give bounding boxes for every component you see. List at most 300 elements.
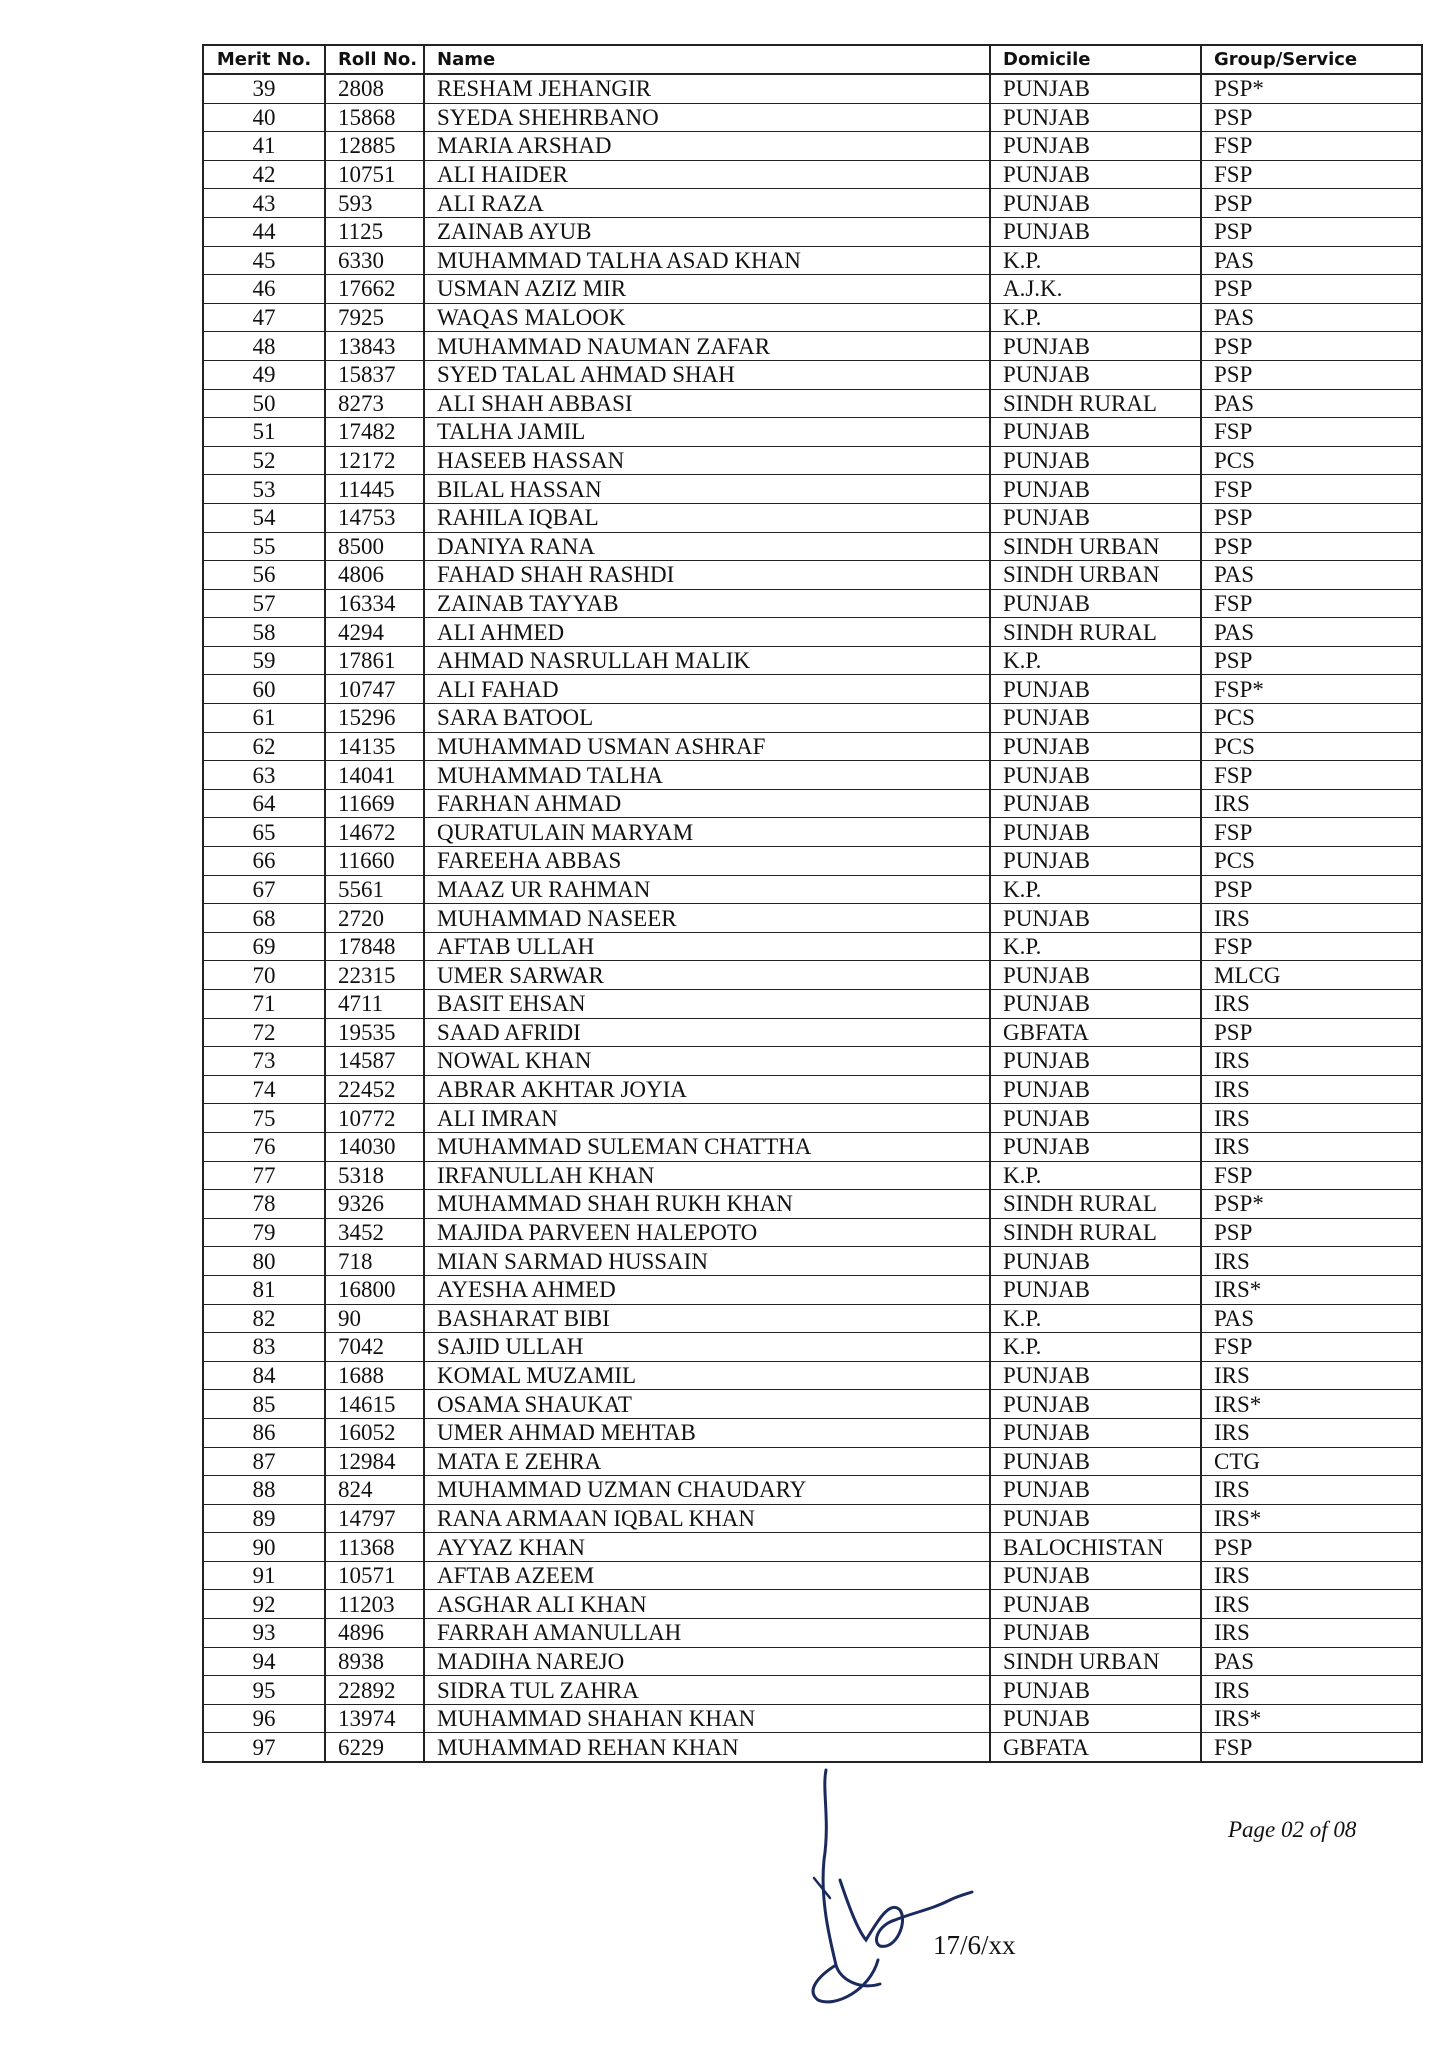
- cell-domicile: PUNJAB: [990, 1390, 1201, 1419]
- cell-name: MUHAMMAD SULEMAN CHATTHA: [424, 1132, 990, 1161]
- cell-domicile: K.P.: [990, 1304, 1201, 1333]
- cell-domicile: PUNJAB: [990, 990, 1201, 1019]
- cell-roll-no: 1125: [325, 217, 424, 246]
- table-row: [203, 1390, 1422, 1419]
- cell-domicile: K.P.: [990, 1161, 1201, 1190]
- cell-domicile: PUNJAB: [990, 675, 1201, 704]
- cell-group-service: IRS: [1201, 1247, 1422, 1276]
- cell-group-service: IRS: [1201, 990, 1422, 1019]
- cell-group-service: PAS: [1201, 303, 1422, 332]
- cell-domicile: PUNJAB: [990, 1418, 1201, 1447]
- cell-domicile: PUNJAB: [990, 761, 1201, 790]
- cell-roll-no: 3452: [325, 1218, 424, 1247]
- header-name: Name: [424, 45, 990, 74]
- table-row: [203, 618, 1422, 647]
- cell-domicile: GBFATA: [990, 1018, 1201, 1047]
- cell-group-service: PAS: [1201, 389, 1422, 418]
- cell-domicile: PUNJAB: [990, 1561, 1201, 1590]
- cell-roll-no: 4711: [325, 990, 424, 1019]
- cell-roll-no: 6229: [325, 1733, 424, 1762]
- cell-domicile: K.P.: [990, 1333, 1201, 1362]
- cell-name: MUHAMMAD TALHA: [424, 761, 990, 790]
- cell-merit-no: 58: [203, 618, 325, 647]
- cell-group-service: FSP: [1201, 932, 1422, 961]
- table-row: [203, 475, 1422, 504]
- cell-merit-no: 45: [203, 246, 325, 275]
- cell-roll-no: 16052: [325, 1418, 424, 1447]
- cell-merit-no: 46: [203, 275, 325, 304]
- cell-merit-no: 90: [203, 1533, 325, 1562]
- cell-merit-no: 40: [203, 103, 325, 132]
- table-row: [203, 561, 1422, 590]
- table-row: [203, 818, 1422, 847]
- cell-name: MARIA ARSHAD: [424, 132, 990, 161]
- cell-group-service: IRS: [1201, 1476, 1422, 1505]
- cell-domicile: SINDH RURAL: [990, 618, 1201, 647]
- cell-roll-no: 17848: [325, 932, 424, 961]
- cell-roll-no: 9326: [325, 1190, 424, 1219]
- cell-name: BASIT EHSAN: [424, 990, 990, 1019]
- cell-name: AYESHA AHMED: [424, 1275, 990, 1304]
- cell-roll-no: 5318: [325, 1161, 424, 1190]
- cell-roll-no: 1688: [325, 1361, 424, 1390]
- cell-group-service: PAS: [1201, 1647, 1422, 1676]
- cell-merit-no: 82: [203, 1304, 325, 1333]
- cell-roll-no: 22892: [325, 1676, 424, 1705]
- cell-group-service: IRS: [1201, 1104, 1422, 1133]
- cell-name: RESHAM JEHANGIR: [424, 74, 990, 103]
- cell-merit-no: 83: [203, 1333, 325, 1362]
- cell-domicile: K.P.: [990, 875, 1201, 904]
- table-row: [203, 1447, 1422, 1476]
- cell-name: WAQAS MALOOK: [424, 303, 990, 332]
- cell-roll-no: 19535: [325, 1018, 424, 1047]
- cell-domicile: PUNJAB: [990, 332, 1201, 361]
- table-row: [203, 1619, 1422, 1648]
- signature-date: 17/6/xx: [933, 1930, 1016, 1960]
- cell-roll-no: 12885: [325, 132, 424, 161]
- cell-name: BILAL HASSAN: [424, 475, 990, 504]
- table-row: [203, 1476, 1422, 1505]
- cell-domicile: SINDH URBAN: [990, 532, 1201, 561]
- cell-merit-no: 48: [203, 332, 325, 361]
- cell-group-service: PAS: [1201, 246, 1422, 275]
- table-row: [203, 1018, 1422, 1047]
- cell-group-service: PAS: [1201, 618, 1422, 647]
- cell-merit-no: 71: [203, 990, 325, 1019]
- cell-group-service: IRS: [1201, 1676, 1422, 1705]
- cell-domicile: SINDH RURAL: [990, 389, 1201, 418]
- cell-merit-no: 43: [203, 189, 325, 218]
- cell-group-service: FSP*: [1201, 675, 1422, 704]
- cell-merit-no: 87: [203, 1447, 325, 1476]
- cell-merit-no: 73: [203, 1047, 325, 1076]
- cell-roll-no: 14753: [325, 503, 424, 532]
- table-row: [203, 217, 1422, 246]
- cell-name: ALI IMRAN: [424, 1104, 990, 1133]
- cell-merit-no: 51: [203, 418, 325, 447]
- cell-name: ZAINAB AYUB: [424, 217, 990, 246]
- cell-merit-no: 92: [203, 1590, 325, 1619]
- table-row: [203, 418, 1422, 447]
- table-row: [203, 1676, 1422, 1705]
- cell-domicile: PUNJAB: [990, 1590, 1201, 1619]
- cell-group-service: IRS: [1201, 1075, 1422, 1104]
- table-row: [203, 704, 1422, 733]
- cell-name: MUHAMMAD REHAN KHAN: [424, 1733, 990, 1762]
- cell-group-service: PCS: [1201, 732, 1422, 761]
- cell-name: RAHILA IQBAL: [424, 503, 990, 532]
- cell-merit-no: 60: [203, 675, 325, 704]
- cell-domicile: PUNJAB: [990, 160, 1201, 189]
- table-row: [203, 275, 1422, 304]
- table-row: [203, 1333, 1422, 1362]
- cell-merit-no: 94: [203, 1647, 325, 1676]
- table-row: [203, 389, 1422, 418]
- table-row: [203, 503, 1422, 532]
- cell-name: AHMAD NASRULLAH MALIK: [424, 646, 990, 675]
- cell-merit-no: 66: [203, 847, 325, 876]
- cell-merit-no: 69: [203, 932, 325, 961]
- cell-group-service: PCS: [1201, 446, 1422, 475]
- cell-group-service: PSP: [1201, 1018, 1422, 1047]
- cell-roll-no: 4896: [325, 1619, 424, 1648]
- cell-roll-no: 6330: [325, 246, 424, 275]
- cell-roll-no: 90: [325, 1304, 424, 1333]
- cell-roll-no: 11660: [325, 847, 424, 876]
- cell-name: SAAD AFRIDI: [424, 1018, 990, 1047]
- cell-group-service: IRS: [1201, 904, 1422, 933]
- cell-domicile: PUNJAB: [990, 1275, 1201, 1304]
- cell-name: SARA BATOOL: [424, 704, 990, 733]
- cell-domicile: PUNJAB: [990, 132, 1201, 161]
- cell-name: RANA ARMAAN IQBAL KHAN: [424, 1504, 990, 1533]
- table-row: [203, 446, 1422, 475]
- cell-name: ALI RAZA: [424, 189, 990, 218]
- table-row: [203, 1418, 1422, 1447]
- cell-merit-no: 62: [203, 732, 325, 761]
- table-row: [203, 103, 1422, 132]
- cell-domicile: PUNJAB: [990, 103, 1201, 132]
- cell-group-service: PSP: [1201, 503, 1422, 532]
- cell-roll-no: 17482: [325, 418, 424, 447]
- cell-domicile: PUNJAB: [990, 847, 1201, 876]
- cell-name: FAHAD SHAH RASHDI: [424, 561, 990, 590]
- cell-merit-no: 53: [203, 475, 325, 504]
- cell-name: FARRAH AMANULLAH: [424, 1619, 990, 1648]
- table-row: [203, 1733, 1422, 1762]
- cell-group-service: PSP: [1201, 532, 1422, 561]
- cell-domicile: SINDH URBAN: [990, 561, 1201, 590]
- cell-group-service: PSP: [1201, 103, 1422, 132]
- table-row: [203, 1304, 1422, 1333]
- cell-domicile: PUNJAB: [990, 961, 1201, 990]
- cell-merit-no: 41: [203, 132, 325, 161]
- table-row: [203, 847, 1422, 876]
- cell-merit-no: 74: [203, 1075, 325, 1104]
- cell-group-service: IRS: [1201, 1418, 1422, 1447]
- table-row: [203, 1161, 1422, 1190]
- table-row: [203, 74, 1422, 103]
- table-row: [203, 789, 1422, 818]
- cell-merit-no: 97: [203, 1733, 325, 1762]
- cell-name: MADIHA NAREJO: [424, 1647, 990, 1676]
- cell-domicile: PUNJAB: [990, 1676, 1201, 1705]
- cell-merit-no: 79: [203, 1218, 325, 1247]
- cell-roll-no: 10571: [325, 1561, 424, 1590]
- table-row: [203, 1075, 1422, 1104]
- cell-roll-no: 14030: [325, 1132, 424, 1161]
- table-row: [203, 875, 1422, 904]
- cell-name: HASEEB HASSAN: [424, 446, 990, 475]
- table-row: [203, 246, 1422, 275]
- table-row: [203, 303, 1422, 332]
- cell-group-service: MLCG: [1201, 961, 1422, 990]
- cell-group-service: IRS: [1201, 1361, 1422, 1390]
- cell-name: ABRAR AKHTAR JOYIA: [424, 1075, 990, 1104]
- cell-roll-no: 17861: [325, 646, 424, 675]
- cell-merit-no: 96: [203, 1704, 325, 1733]
- cell-name: MAAZ UR RAHMAN: [424, 875, 990, 904]
- cell-name: ALI HAIDER: [424, 160, 990, 189]
- cell-merit-no: 50: [203, 389, 325, 418]
- cell-group-service: IRS: [1201, 1619, 1422, 1648]
- cell-merit-no: 68: [203, 904, 325, 933]
- cell-roll-no: 10747: [325, 675, 424, 704]
- table-row: [203, 332, 1422, 361]
- cell-roll-no: 593: [325, 189, 424, 218]
- cell-group-service: FSP: [1201, 1733, 1422, 1762]
- table-row: [203, 532, 1422, 561]
- cell-name: OSAMA SHAUKAT: [424, 1390, 990, 1419]
- header-domicile: Domicile: [990, 45, 1201, 74]
- cell-domicile: BALOCHISTAN: [990, 1533, 1201, 1562]
- cell-group-service: PSP: [1201, 1218, 1422, 1247]
- cell-group-service: PCS: [1201, 704, 1422, 733]
- header-group-service: Group/Service: [1201, 45, 1422, 74]
- cell-domicile: PUNJAB: [990, 1704, 1201, 1733]
- cell-domicile: SINDH RURAL: [990, 1190, 1201, 1219]
- cell-merit-no: 64: [203, 789, 325, 818]
- cell-group-service: PSP: [1201, 275, 1422, 304]
- cell-name: MUHAMMAD SHAHAN KHAN: [424, 1704, 990, 1733]
- cell-group-service: FSP: [1201, 1161, 1422, 1190]
- cell-name: ALI AHMED: [424, 618, 990, 647]
- cell-domicile: K.P.: [990, 246, 1201, 275]
- table-row: [203, 1247, 1422, 1276]
- cell-roll-no: 824: [325, 1476, 424, 1505]
- cell-group-service: PSP*: [1201, 74, 1422, 103]
- cell-domicile: PUNJAB: [990, 1047, 1201, 1076]
- cell-domicile: PUNJAB: [990, 418, 1201, 447]
- cell-merit-no: 61: [203, 704, 325, 733]
- cell-domicile: K.P.: [990, 646, 1201, 675]
- cell-name: SYEDA SHEHRBANO: [424, 103, 990, 132]
- cell-domicile: PUNJAB: [990, 1361, 1201, 1390]
- cell-name: AYYAZ KHAN: [424, 1533, 990, 1562]
- cell-group-service: FSP: [1201, 761, 1422, 790]
- cell-name: IRFANULLAH KHAN: [424, 1161, 990, 1190]
- table-row: [203, 761, 1422, 790]
- table-row: [203, 1533, 1422, 1562]
- cell-roll-no: 10772: [325, 1104, 424, 1133]
- table-row: [203, 589, 1422, 618]
- cell-name: AFTAB ULLAH: [424, 932, 990, 961]
- table-row: [203, 646, 1422, 675]
- cell-domicile: PUNJAB: [990, 217, 1201, 246]
- cell-name: USMAN AZIZ MIR: [424, 275, 990, 304]
- cell-group-service: FSP: [1201, 1333, 1422, 1362]
- cell-name: TALHA JAMIL: [424, 418, 990, 447]
- cell-merit-no: 47: [203, 303, 325, 332]
- cell-merit-no: 72: [203, 1018, 325, 1047]
- cell-merit-no: 63: [203, 761, 325, 790]
- cell-roll-no: 4294: [325, 618, 424, 647]
- cell-name: SAJID ULLAH: [424, 1333, 990, 1362]
- cell-domicile: PUNJAB: [990, 74, 1201, 103]
- cell-merit-no: 57: [203, 589, 325, 618]
- cell-roll-no: 15837: [325, 360, 424, 389]
- cell-merit-no: 39: [203, 74, 325, 103]
- cell-group-service: PSP: [1201, 217, 1422, 246]
- cell-roll-no: 15868: [325, 103, 424, 132]
- cell-domicile: SINDH RURAL: [990, 1218, 1201, 1247]
- cell-group-service: CTG: [1201, 1447, 1422, 1476]
- cell-group-service: FSP: [1201, 132, 1422, 161]
- table-row: [203, 961, 1422, 990]
- cell-domicile: PUNJAB: [990, 1132, 1201, 1161]
- cell-group-service: PSP: [1201, 646, 1422, 675]
- cell-name: FAREEHA ABBAS: [424, 847, 990, 876]
- cell-name: UMER AHMAD MEHTAB: [424, 1418, 990, 1447]
- signature-icon: [800, 1760, 980, 2010]
- cell-group-service: FSP: [1201, 475, 1422, 504]
- cell-merit-no: 49: [203, 360, 325, 389]
- cell-domicile: A.J.K.: [990, 275, 1201, 304]
- cell-group-service: PSP: [1201, 1533, 1422, 1562]
- header-merit-no: Merit No.: [203, 45, 325, 74]
- cell-group-service: PAS: [1201, 561, 1422, 590]
- cell-merit-no: 89: [203, 1504, 325, 1533]
- cell-domicile: K.P.: [990, 303, 1201, 332]
- cell-group-service: PSP: [1201, 189, 1422, 218]
- cell-roll-no: 17662: [325, 275, 424, 304]
- cell-merit-no: 70: [203, 961, 325, 990]
- cell-name: KOMAL MUZAMIL: [424, 1361, 990, 1390]
- cell-name: ALI SHAH ABBASI: [424, 389, 990, 418]
- cell-roll-no: 14615: [325, 1390, 424, 1419]
- table-row: [203, 132, 1422, 161]
- cell-name: ASGHAR ALI KHAN: [424, 1590, 990, 1619]
- cell-roll-no: 14587: [325, 1047, 424, 1076]
- cell-merit-no: 91: [203, 1561, 325, 1590]
- cell-domicile: PUNJAB: [990, 904, 1201, 933]
- cell-domicile: PUNJAB: [990, 1476, 1201, 1505]
- cell-roll-no: 5561: [325, 875, 424, 904]
- cell-name: FARHAN AHMAD: [424, 789, 990, 818]
- cell-roll-no: 14135: [325, 732, 424, 761]
- cell-roll-no: 8938: [325, 1647, 424, 1676]
- cell-merit-no: 75: [203, 1104, 325, 1133]
- cell-name: MUHAMMAD USMAN ASHRAF: [424, 732, 990, 761]
- cell-group-service: IRS: [1201, 1047, 1422, 1076]
- table-row: [203, 1647, 1422, 1676]
- cell-merit-no: 56: [203, 561, 325, 590]
- cell-roll-no: 11445: [325, 475, 424, 504]
- cell-domicile: GBFATA: [990, 1733, 1201, 1762]
- cell-roll-no: 4806: [325, 561, 424, 590]
- cell-name: AFTAB AZEEM: [424, 1561, 990, 1590]
- cell-domicile: PUNJAB: [990, 589, 1201, 618]
- cell-name: MATA E ZEHRA: [424, 1447, 990, 1476]
- cell-roll-no: 22452: [325, 1075, 424, 1104]
- cell-domicile: PUNJAB: [990, 1104, 1201, 1133]
- cell-roll-no: 12984: [325, 1447, 424, 1476]
- cell-roll-no: 22315: [325, 961, 424, 990]
- cell-group-service: IRS: [1201, 1590, 1422, 1619]
- cell-domicile: PUNJAB: [990, 475, 1201, 504]
- cell-group-service: IRS*: [1201, 1504, 1422, 1533]
- cell-domicile: PUNJAB: [990, 818, 1201, 847]
- cell-group-service: IRS: [1201, 1561, 1422, 1590]
- cell-name: SYED TALAL AHMAD SHAH: [424, 360, 990, 389]
- cell-group-service: FSP: [1201, 589, 1422, 618]
- cell-name: MUHAMMAD TALHA ASAD KHAN: [424, 246, 990, 275]
- cell-roll-no: 718: [325, 1247, 424, 1276]
- cell-name: MIAN SARMAD HUSSAIN: [424, 1247, 990, 1276]
- cell-domicile: PUNJAB: [990, 189, 1201, 218]
- cell-name: MAJIDA PARVEEN HALEPOTO: [424, 1218, 990, 1247]
- table-row: [203, 189, 1422, 218]
- cell-domicile: PUNJAB: [990, 1504, 1201, 1533]
- cell-roll-no: 7925: [325, 303, 424, 332]
- table-row: [203, 1504, 1422, 1533]
- table-row: [203, 990, 1422, 1019]
- cell-group-service: IRS*: [1201, 1704, 1422, 1733]
- cell-roll-no: 11203: [325, 1590, 424, 1619]
- cell-roll-no: 2720: [325, 904, 424, 933]
- cell-group-service: FSP: [1201, 818, 1422, 847]
- cell-merit-no: 77: [203, 1161, 325, 1190]
- cell-group-service: PSP: [1201, 360, 1422, 389]
- cell-merit-no: 78: [203, 1190, 325, 1219]
- cell-roll-no: 13974: [325, 1704, 424, 1733]
- cell-roll-no: 16800: [325, 1275, 424, 1304]
- cell-merit-no: 65: [203, 818, 325, 847]
- cell-roll-no: 7042: [325, 1333, 424, 1362]
- cell-group-service: PSP: [1201, 332, 1422, 361]
- cell-group-service: IRS: [1201, 789, 1422, 818]
- table-body: [203, 74, 1422, 1762]
- cell-domicile: PUNJAB: [990, 1075, 1201, 1104]
- cell-merit-no: 76: [203, 1132, 325, 1161]
- cell-domicile: PUNJAB: [990, 732, 1201, 761]
- cell-domicile: K.P.: [990, 932, 1201, 961]
- cell-name: MUHAMMAD UZMAN CHAUDARY: [424, 1476, 990, 1505]
- cell-domicile: PUNJAB: [990, 1247, 1201, 1276]
- cell-merit-no: 67: [203, 875, 325, 904]
- table-row: [203, 1704, 1422, 1733]
- cell-roll-no: 10751: [325, 160, 424, 189]
- cell-name: MUHAMMAD NAUMAN ZAFAR: [424, 332, 990, 361]
- cell-group-service: PSP: [1201, 875, 1422, 904]
- cell-merit-no: 42: [203, 160, 325, 189]
- cell-roll-no: 15296: [325, 704, 424, 733]
- table-row: [203, 1218, 1422, 1247]
- cell-domicile: PUNJAB: [990, 1619, 1201, 1648]
- cell-merit-no: 93: [203, 1619, 325, 1648]
- cell-group-service: PAS: [1201, 1304, 1422, 1333]
